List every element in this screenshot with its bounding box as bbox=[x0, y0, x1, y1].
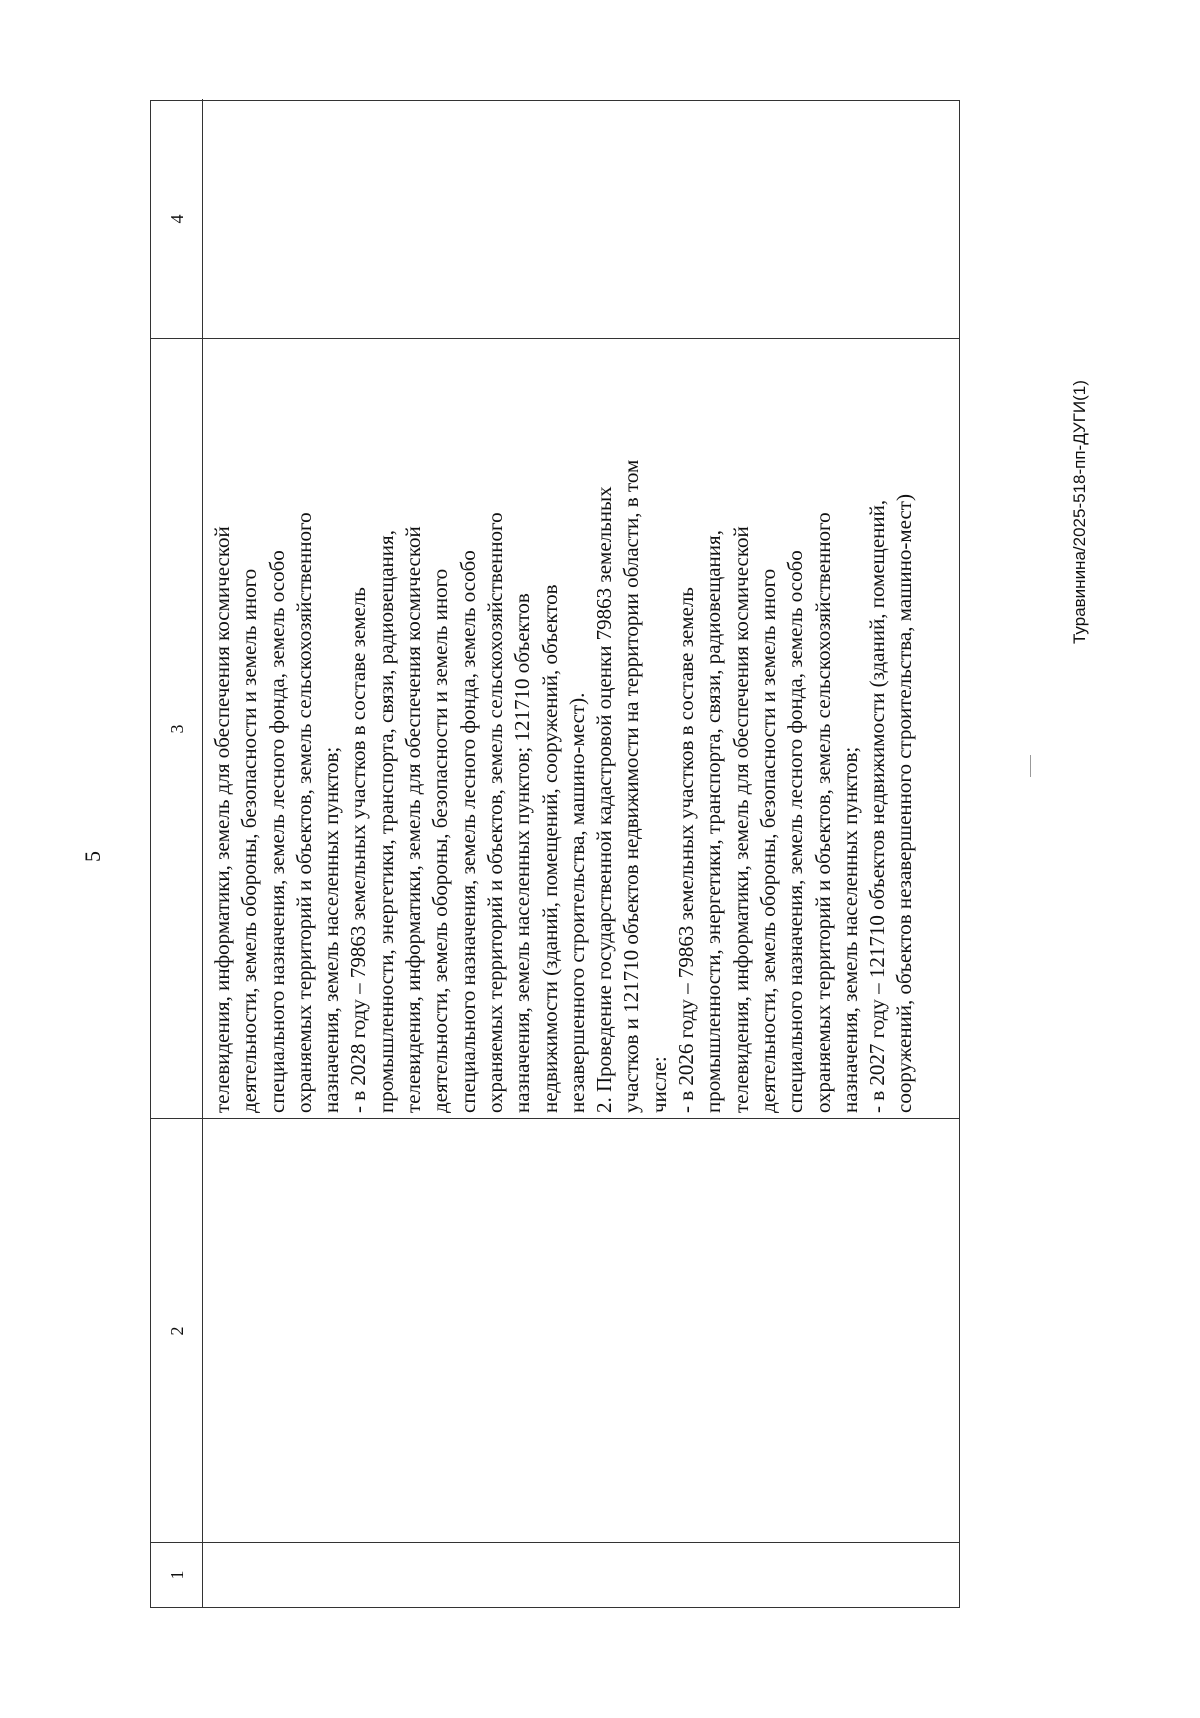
content-table bbox=[150, 100, 960, 1608]
text-line: назначения, земель населенных пунктов; bbox=[837, 746, 862, 1113]
text-line: назначения, земель населенных пунктов; 121710 объектов bbox=[510, 593, 535, 1113]
column-divider bbox=[151, 1542, 959, 1543]
text-line: охраняемых территорий и объектов, земель сельскохозяйственного bbox=[482, 512, 507, 1113]
rotated-page bbox=[80, 100, 960, 1608]
text-line: специального назначения, земель лесного фонда, земель особо bbox=[264, 550, 289, 1113]
text-line: телевидения, информатики, земель для обеспечения космической bbox=[728, 526, 753, 1113]
column-header-1: 1 bbox=[151, 1543, 203, 1607]
text-line: специального назначения, земель лесного фонда, земель особо bbox=[455, 550, 480, 1113]
scan-mark bbox=[1030, 755, 1031, 777]
text-line: промышленности, энергетики, транспорта, связи, радиовещания, bbox=[701, 530, 726, 1113]
text-line: незавершенного строительства, машино-мест). bbox=[564, 692, 589, 1113]
text-line: промышленности, энергетики, транспорта, связи, радиовещания, bbox=[373, 530, 398, 1113]
text-line: охраняемых территорий и объектов, земель сельскохозяйственного bbox=[810, 512, 835, 1113]
text-line: 2. Проведение государственной кадастровой оценки 79863 земельных bbox=[592, 486, 617, 1113]
document-code: Туравинина/2025-518-пп-ДУГИ(1) bbox=[1070, 380, 1089, 644]
text-line: - в 2027 году – 121710 объектов недвижимости (зданий, помещений, bbox=[865, 499, 890, 1113]
text-line: охраняемых территорий и объектов, земель сельскохозяйственного bbox=[291, 512, 316, 1113]
text-line: телевидения, информатики, земель для обеспечения космической bbox=[401, 526, 426, 1113]
column-divider bbox=[151, 338, 959, 339]
text-line: специального назначения, земель лесного фонда, земель особо bbox=[783, 550, 808, 1113]
text-line: числе: bbox=[646, 1056, 671, 1113]
text-line: - в 2028 году – 79863 земельных участков в составе земель bbox=[346, 587, 371, 1113]
column-header-4: 4 bbox=[151, 99, 203, 339]
text-line: назначения, земель населенных пунктов; bbox=[319, 746, 344, 1113]
text-line: деятельности, земель обороны, безопасности и земель иного bbox=[237, 568, 262, 1113]
text-line: недвижимости (зданий, помещений, сооружений, объектов bbox=[537, 584, 562, 1113]
text-line: сооружений, объектов незавершенного строительства, машино-мест) bbox=[892, 494, 917, 1113]
text-line: телевидения, информатики, земель для обеспечения космической bbox=[210, 526, 234, 1113]
column-header-3: 3 bbox=[151, 339, 203, 1119]
text-line: - в 2026 году – 79863 земельных участков в составе земель bbox=[674, 587, 699, 1113]
column-header-2: 2 bbox=[151, 1119, 203, 1543]
page-number: 5 bbox=[80, 851, 105, 862]
column-3-cell bbox=[209, 343, 959, 1113]
text-line: деятельности, земель обороны, безопасности и земель иного bbox=[755, 568, 780, 1113]
column-divider bbox=[151, 1118, 959, 1119]
text-line: участков и 121710 объектов недвижимости на территории области, в том bbox=[619, 459, 644, 1113]
text-line: деятельности, земель обороны, безопасности и земель иного bbox=[428, 568, 453, 1113]
